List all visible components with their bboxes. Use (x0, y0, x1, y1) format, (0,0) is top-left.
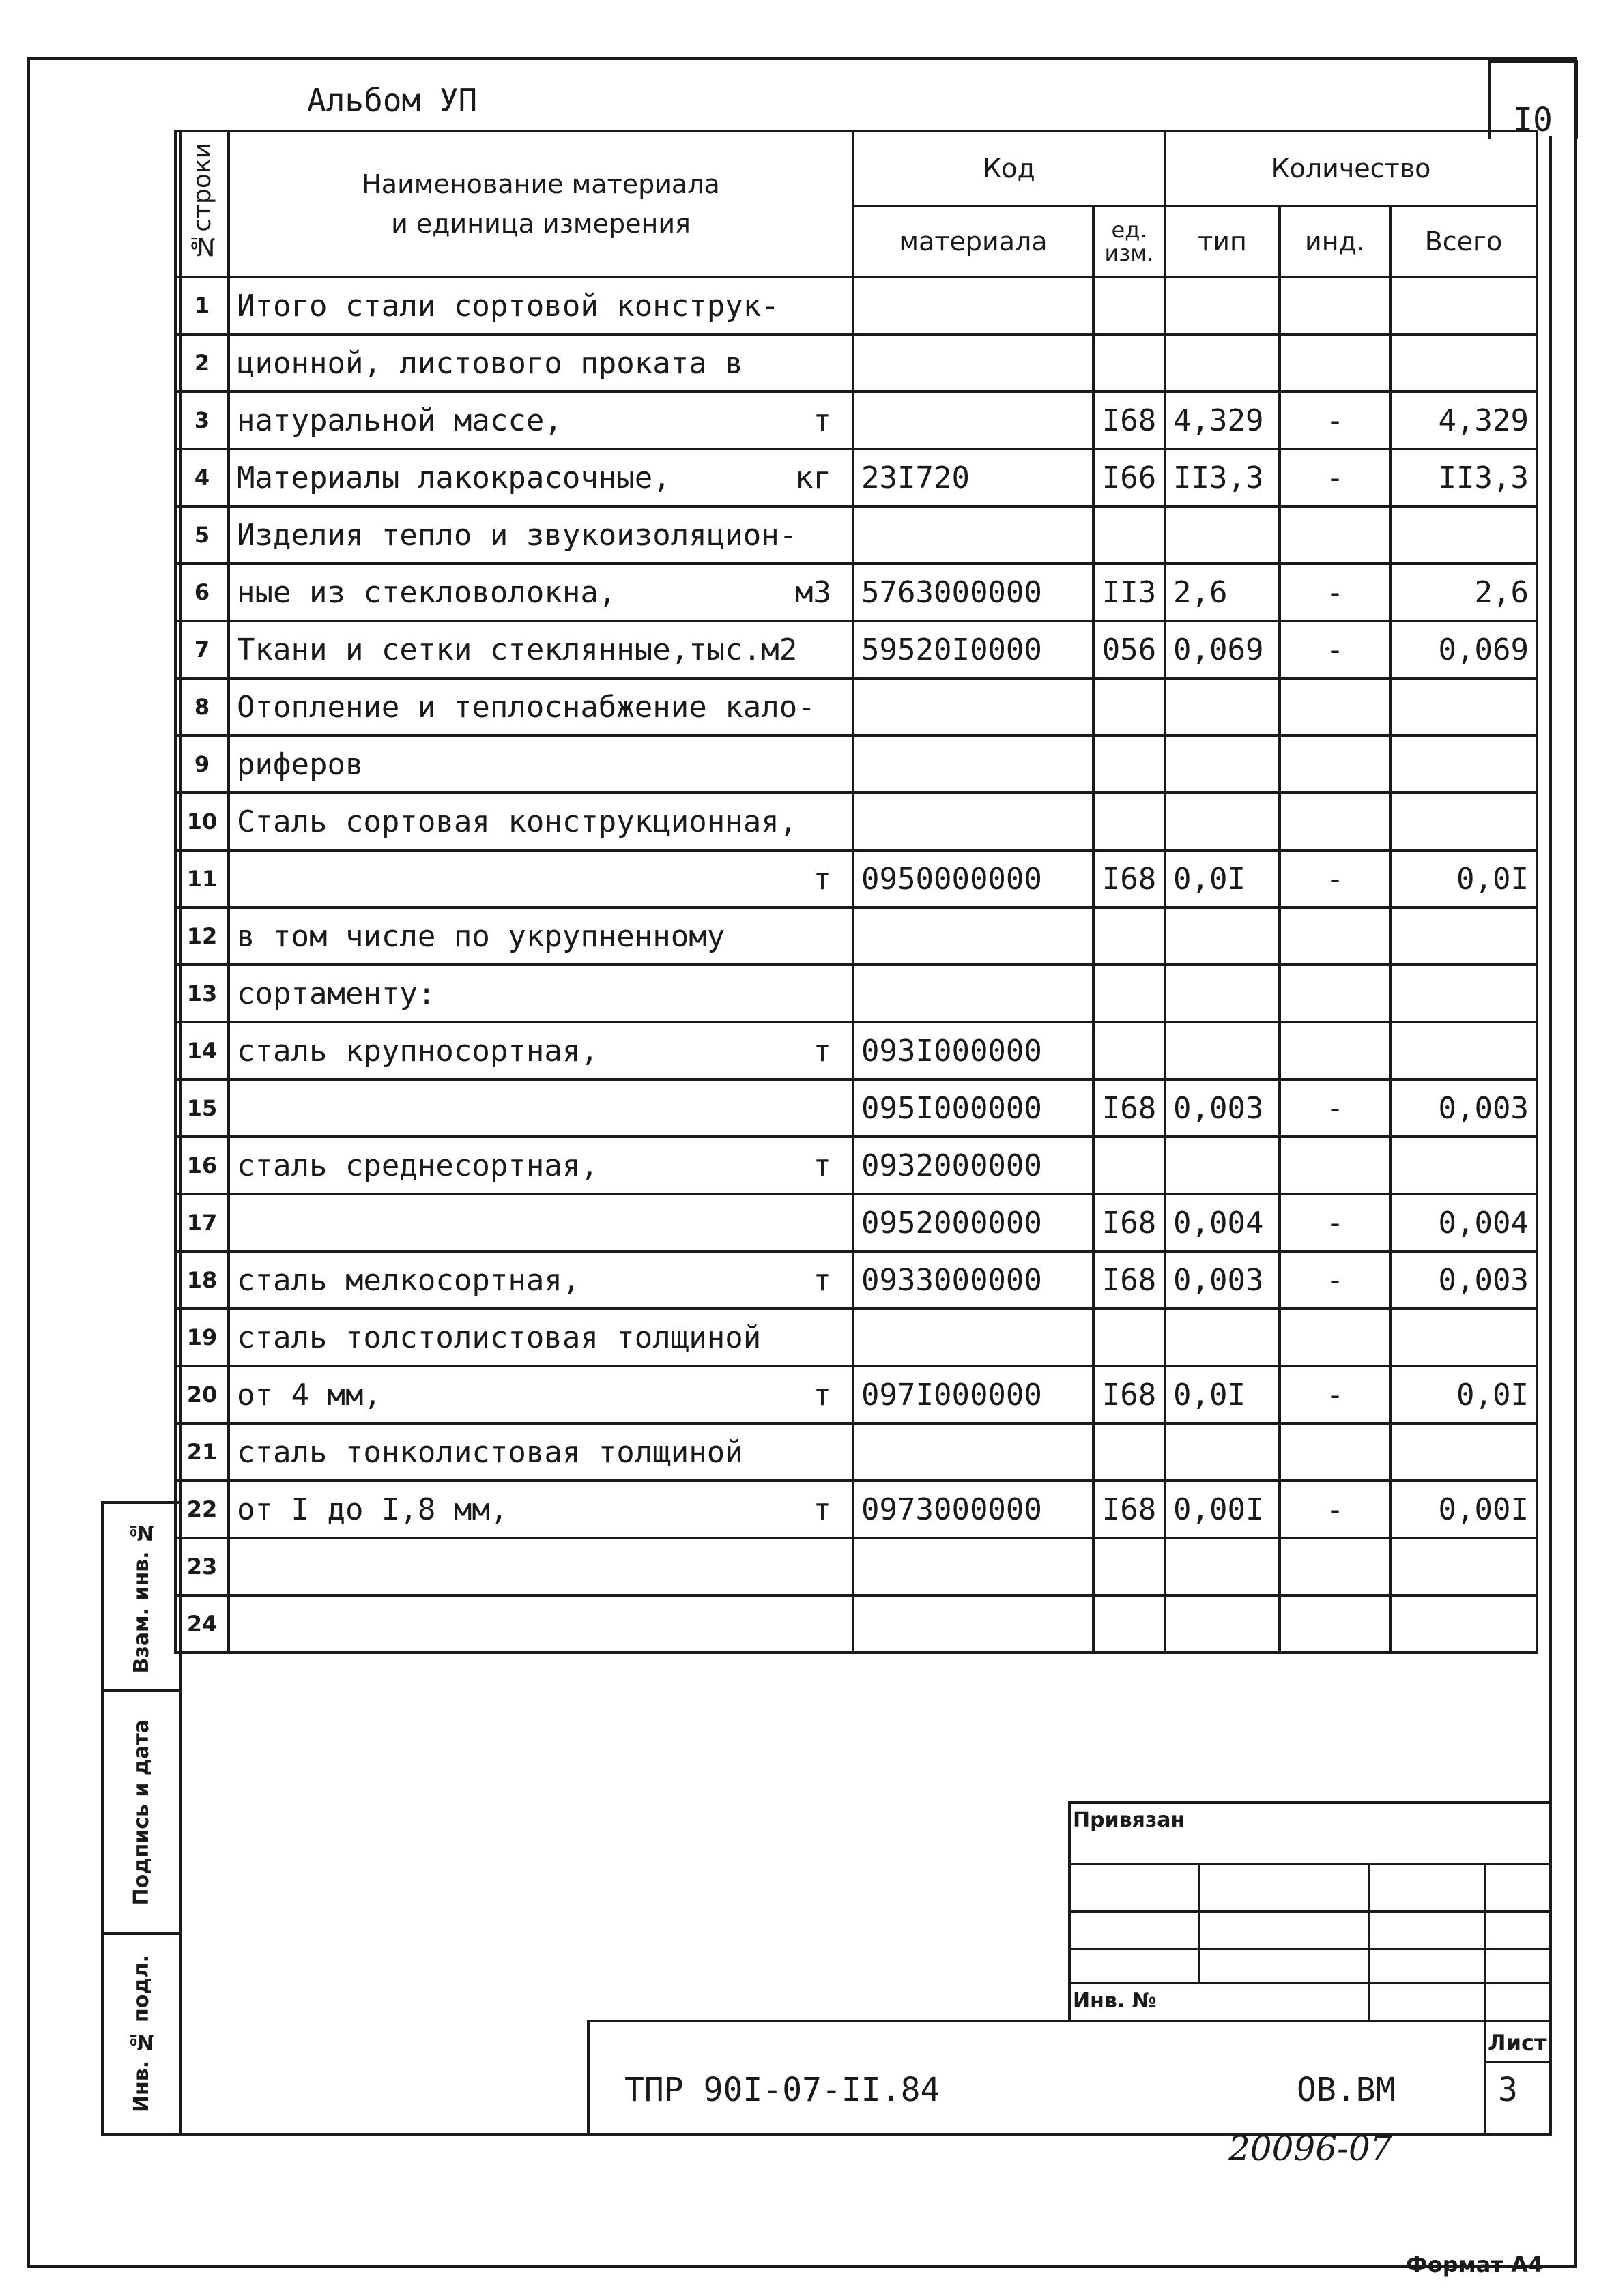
tb-sheet-divider (1484, 2061, 1549, 2063)
frame-bottom (27, 2265, 1577, 2268)
row-unit-code (1093, 1423, 1165, 1481)
table-row (175, 621, 1537, 678)
sheet-label: Лист (1488, 2030, 1547, 2056)
tb-main-top (587, 2020, 1549, 2022)
row-material-code (853, 1423, 1093, 1481)
row-ind: - (1280, 850, 1390, 907)
row-number: 20 (175, 1366, 229, 1423)
frame-left (27, 57, 30, 2268)
row-total (1390, 1137, 1537, 1194)
row-unit-word: м3 (795, 575, 831, 610)
row-name-cell (229, 850, 853, 907)
row-name-cell (229, 965, 853, 1022)
table-row (175, 1366, 1537, 1423)
row-number: 5 (175, 506, 229, 564)
row-unit-code: I68 (1093, 1194, 1165, 1251)
row-name-cell (229, 392, 853, 449)
row-number: 4 (175, 449, 229, 506)
row-material-code (853, 392, 1093, 449)
row-number: 11 (175, 850, 229, 907)
row-type: 0,00I (1165, 1481, 1280, 1538)
table-row (175, 564, 1537, 621)
row-type: II3,3 (1165, 449, 1280, 506)
row-name-cell (229, 1481, 853, 1538)
side-replace-inv: Взам. инв. № (101, 1501, 182, 1692)
row-ind (1280, 1595, 1390, 1653)
row-unit-code (1093, 736, 1165, 793)
table-row (175, 277, 1537, 334)
row-number: 15 (175, 1079, 229, 1137)
row-ind (1280, 1309, 1390, 1366)
row-type: 0,003 (1165, 1251, 1280, 1309)
row-material-code: 23I720 (853, 449, 1093, 506)
row-total: 4,329 (1390, 392, 1537, 449)
row-name-cell (229, 678, 853, 736)
row-number: 3 (175, 392, 229, 449)
row-ind (1280, 277, 1390, 334)
handwritten-number: 20096-07 (1228, 2129, 1392, 2168)
row-name-cell (229, 736, 853, 793)
row-name-cell (229, 793, 853, 850)
row-unit-code (1093, 1595, 1165, 1653)
row-type (1165, 1309, 1280, 1366)
table-row (175, 334, 1537, 392)
row-number: 8 (175, 678, 229, 736)
table-row (175, 678, 1537, 736)
row-unit-code (1093, 678, 1165, 736)
header-material: материала (853, 206, 1093, 277)
row-unit-code (1093, 965, 1165, 1022)
row-ind: - (1280, 564, 1390, 621)
tb-main-left (587, 2020, 590, 2136)
row-total (1390, 1309, 1537, 1366)
row-type (1165, 965, 1280, 1022)
row-total (1390, 277, 1537, 334)
row-unit-code (1093, 334, 1165, 392)
row-unit-code (1093, 1538, 1165, 1595)
row-total (1390, 1538, 1537, 1595)
row-number: 1 (175, 277, 229, 334)
row-ind: - (1280, 1481, 1390, 1538)
row-total (1390, 334, 1537, 392)
row-ind (1280, 907, 1390, 965)
table-row (175, 793, 1537, 850)
row-material-code (853, 907, 1093, 965)
header-row-number: №строки (175, 131, 229, 277)
row-number: 18 (175, 1251, 229, 1309)
row-unit-code (1093, 277, 1165, 334)
table-row (175, 506, 1537, 564)
row-type (1165, 506, 1280, 564)
row-name-cell (229, 1309, 853, 1366)
table-row (175, 1309, 1537, 1366)
row-name: Ткани и сетки стеклянные,тыс.м2 (237, 632, 798, 667)
tb-v1 (1198, 1863, 1200, 1982)
row-number: 6 (175, 564, 229, 621)
row-name: Изделия тепло и звукоизоляцион- (237, 517, 798, 553)
header-unit-line2: изм. (1104, 240, 1154, 266)
inv-no-label: Инв. № (1073, 1989, 1157, 2013)
tb-h1 (1068, 1863, 1549, 1865)
row-type (1165, 736, 1280, 793)
row-ind (1280, 334, 1390, 392)
row-number: 14 (175, 1022, 229, 1079)
tb-v3 (1484, 1863, 1486, 2136)
row-ind: - (1280, 1366, 1390, 1423)
document-section: ОВ.ВМ (1297, 2071, 1396, 2109)
table-row (175, 1538, 1537, 1595)
header-unit (1093, 206, 1165, 277)
row-ind (1280, 793, 1390, 850)
header-type: тип (1165, 206, 1280, 277)
side-signature-date: Подпись и дата (101, 1689, 182, 1935)
header-quantity: Количество (1165, 131, 1537, 206)
header-name (229, 131, 853, 277)
row-total: II3,3 (1390, 449, 1537, 506)
row-material-code (853, 678, 1093, 736)
inner-right-border (1549, 136, 1552, 2136)
page-number: I0 (1488, 60, 1578, 139)
row-type (1165, 793, 1280, 850)
row-unit-word: т (813, 403, 831, 438)
tb-v2 (1368, 1863, 1370, 2020)
table-row (175, 850, 1537, 907)
row-ind (1280, 506, 1390, 564)
row-name-cell (229, 621, 853, 678)
row-unit-code: I68 (1093, 1079, 1165, 1137)
row-unit-code (1093, 1309, 1165, 1366)
row-number: 7 (175, 621, 229, 678)
row-total (1390, 907, 1537, 965)
row-material-code: 5763000000 (853, 564, 1093, 621)
row-number: 17 (175, 1194, 229, 1251)
row-total (1390, 793, 1537, 850)
row-type (1165, 277, 1280, 334)
table-row (175, 965, 1537, 1022)
tb-h4 (1068, 1982, 1549, 1984)
header-ind: инд. (1280, 206, 1390, 277)
row-ind: - (1280, 1251, 1390, 1309)
row-name: в том числе по укрупненному (237, 918, 725, 954)
row-ind: - (1280, 621, 1390, 678)
table-row (175, 1595, 1537, 1653)
sheet-number: 3 (1498, 2071, 1518, 2109)
row-material-code: 093I000000 (853, 1022, 1093, 1079)
linked-label: Привязан (1073, 1808, 1185, 1832)
header-code: Код (853, 131, 1165, 206)
row-name-cell (229, 506, 853, 564)
row-name: Итого стали сортовой конструк- (237, 288, 779, 323)
row-name: Сталь сортовая конструкционная, (237, 804, 798, 839)
row-number: 19 (175, 1309, 229, 1366)
row-material-code: 097I000000 (853, 1366, 1093, 1423)
row-ind (1280, 965, 1390, 1022)
row-unit-code (1093, 793, 1165, 850)
row-unit-code: 056 (1093, 621, 1165, 678)
table-row (175, 1481, 1537, 1538)
frame-top (27, 57, 1577, 60)
row-unit-code: I68 (1093, 1366, 1165, 1423)
album-label: Альбом УП (307, 82, 478, 119)
row-name: сталь среднесортная, (237, 1148, 599, 1183)
row-ind: - (1280, 449, 1390, 506)
row-number: 9 (175, 736, 229, 793)
row-material-code: 0950000000 (853, 850, 1093, 907)
row-ind (1280, 678, 1390, 736)
row-unit-code: I68 (1093, 1481, 1165, 1538)
side-inv-original: Инв. № подл. (101, 1932, 182, 2136)
row-unit-code: II3 (1093, 564, 1165, 621)
row-type (1165, 1022, 1280, 1079)
row-number: 2 (175, 334, 229, 392)
row-unit-code: I66 (1093, 449, 1165, 506)
row-total (1390, 1022, 1537, 1079)
row-name: от I до I,8 мм, (237, 1492, 508, 1527)
row-material-code (853, 334, 1093, 392)
header-total: Всего (1390, 206, 1537, 277)
row-material-code (853, 506, 1093, 564)
row-name-cell (229, 1079, 853, 1137)
row-name: Отопление и теплоснабжение кало- (237, 689, 816, 725)
row-total: 2,6 (1390, 564, 1537, 621)
row-name: Материалы лакокрасочные, (237, 460, 671, 495)
row-ind (1280, 736, 1390, 793)
row-total (1390, 1595, 1537, 1653)
row-name: сталь мелкосортная, (237, 1262, 581, 1298)
row-unit-code (1093, 1137, 1165, 1194)
row-name-cell (229, 1137, 853, 1194)
table-row (175, 907, 1537, 965)
row-total: 0,004 (1390, 1194, 1537, 1251)
table-row (175, 1137, 1537, 1194)
row-ind: - (1280, 392, 1390, 449)
row-material-code (853, 1309, 1093, 1366)
row-total: 0,069 (1390, 621, 1537, 678)
row-name: ционной, листового проката в (237, 345, 743, 381)
row-type (1165, 1423, 1280, 1481)
row-total (1390, 506, 1537, 564)
row-name-cell (229, 564, 853, 621)
row-type: 0,069 (1165, 621, 1280, 678)
row-type (1165, 334, 1280, 392)
table-row (175, 1079, 1537, 1137)
table-row (175, 1194, 1537, 1251)
row-type: 0,004 (1165, 1194, 1280, 1251)
row-name-cell (229, 1595, 853, 1653)
row-name: сталь толстолистовая толщиной (237, 1320, 762, 1355)
row-type: 0,0I (1165, 850, 1280, 907)
row-unit-word: т (813, 1377, 831, 1412)
row-total (1390, 678, 1537, 736)
row-name-cell (229, 449, 853, 506)
row-material-code: 0952000000 (853, 1194, 1093, 1251)
header-name-line2: и единица измерения (391, 209, 691, 239)
tb-h3 (1068, 1948, 1549, 1950)
row-unit-code (1093, 506, 1165, 564)
row-number: 21 (175, 1423, 229, 1481)
row-material-code: 59520I0000 (853, 621, 1093, 678)
table-row (175, 392, 1537, 449)
row-material-code: 0933000000 (853, 1251, 1093, 1309)
materials-table (174, 130, 1538, 1654)
row-total: 0,0I (1390, 1366, 1537, 1423)
row-material-code (853, 1595, 1093, 1653)
row-name: сортаменту: (237, 976, 436, 1011)
row-name-cell (229, 1022, 853, 1079)
row-ind (1280, 1423, 1390, 1481)
row-ind: - (1280, 1079, 1390, 1137)
row-material-code: 0973000000 (853, 1481, 1093, 1538)
row-unit-code: I68 (1093, 1251, 1165, 1309)
format-label: Формат А4 (1406, 2252, 1544, 2278)
row-material-code (853, 736, 1093, 793)
tb-top (1068, 1801, 1549, 1804)
tb-h2 (1068, 1910, 1549, 1913)
row-name: сталь крупносортная, (237, 1033, 599, 1069)
row-material-code: 0932000000 (853, 1137, 1093, 1194)
row-name-cell (229, 334, 853, 392)
row-name-cell (229, 277, 853, 334)
row-ind (1280, 1022, 1390, 1079)
frame-right (1574, 57, 1577, 2268)
row-total (1390, 1423, 1537, 1481)
row-unit-word: т (813, 1492, 831, 1527)
row-total: 0,003 (1390, 1251, 1537, 1309)
row-number: 13 (175, 965, 229, 1022)
row-unit-code (1093, 907, 1165, 965)
row-name-cell (229, 1538, 853, 1595)
row-material-code (853, 1538, 1093, 1595)
row-total (1390, 736, 1537, 793)
row-name-cell (229, 1194, 853, 1251)
row-type (1165, 1595, 1280, 1653)
row-unit-code: I68 (1093, 392, 1165, 449)
row-number: 12 (175, 907, 229, 965)
document-code: ТПР 90I-07-II.84 (624, 2071, 940, 2109)
row-number: 23 (175, 1538, 229, 1595)
table-row (175, 736, 1537, 793)
row-name-cell (229, 1423, 853, 1481)
row-type: 0,0I (1165, 1366, 1280, 1423)
table-row (175, 1022, 1537, 1079)
row-total (1390, 965, 1537, 1022)
table-row (175, 1423, 1537, 1481)
row-total: 0,0I (1390, 850, 1537, 907)
row-name: сталь тонколистовая толщиной (237, 1434, 743, 1470)
table-row (175, 1251, 1537, 1309)
row-total: 0,003 (1390, 1079, 1537, 1137)
row-type (1165, 1538, 1280, 1595)
row-ind (1280, 1538, 1390, 1595)
row-unit-word: т (813, 1033, 831, 1069)
row-unit-code (1093, 1022, 1165, 1079)
row-ind: - (1280, 1194, 1390, 1251)
row-type (1165, 1137, 1280, 1194)
row-name-cell (229, 1251, 853, 1309)
row-total: 0,00I (1390, 1481, 1537, 1538)
row-material-code (853, 793, 1093, 850)
row-material-code: 095I000000 (853, 1079, 1093, 1137)
row-number: 16 (175, 1137, 229, 1194)
row-type: 2,6 (1165, 564, 1280, 621)
row-name-cell (229, 1366, 853, 1423)
header-unit-line1: ед. (1111, 217, 1147, 243)
row-type (1165, 678, 1280, 736)
row-unit-word: кг (795, 460, 831, 495)
row-type (1165, 907, 1280, 965)
row-unit-word: т (813, 1148, 831, 1183)
row-unit-word: т (813, 861, 831, 897)
row-unit-word: т (813, 1262, 831, 1298)
header-name-line1: Наименование материала (362, 169, 720, 199)
row-name: ные из стекловолокна, (237, 575, 617, 610)
row-name: риферов (237, 746, 364, 782)
row-type: 4,329 (1165, 392, 1280, 449)
row-name-cell (229, 907, 853, 965)
row-number: 10 (175, 793, 229, 850)
row-name: натуральной массе, (237, 403, 562, 438)
row-material-code (853, 277, 1093, 334)
row-ind (1280, 1137, 1390, 1194)
row-unit-code: I68 (1093, 850, 1165, 907)
row-number: 22 (175, 1481, 229, 1538)
row-type: 0,003 (1165, 1079, 1280, 1137)
row-material-code (853, 965, 1093, 1022)
row-number: 24 (175, 1595, 229, 1653)
table-row (175, 449, 1537, 506)
row-name: от 4 мм, (237, 1377, 382, 1412)
